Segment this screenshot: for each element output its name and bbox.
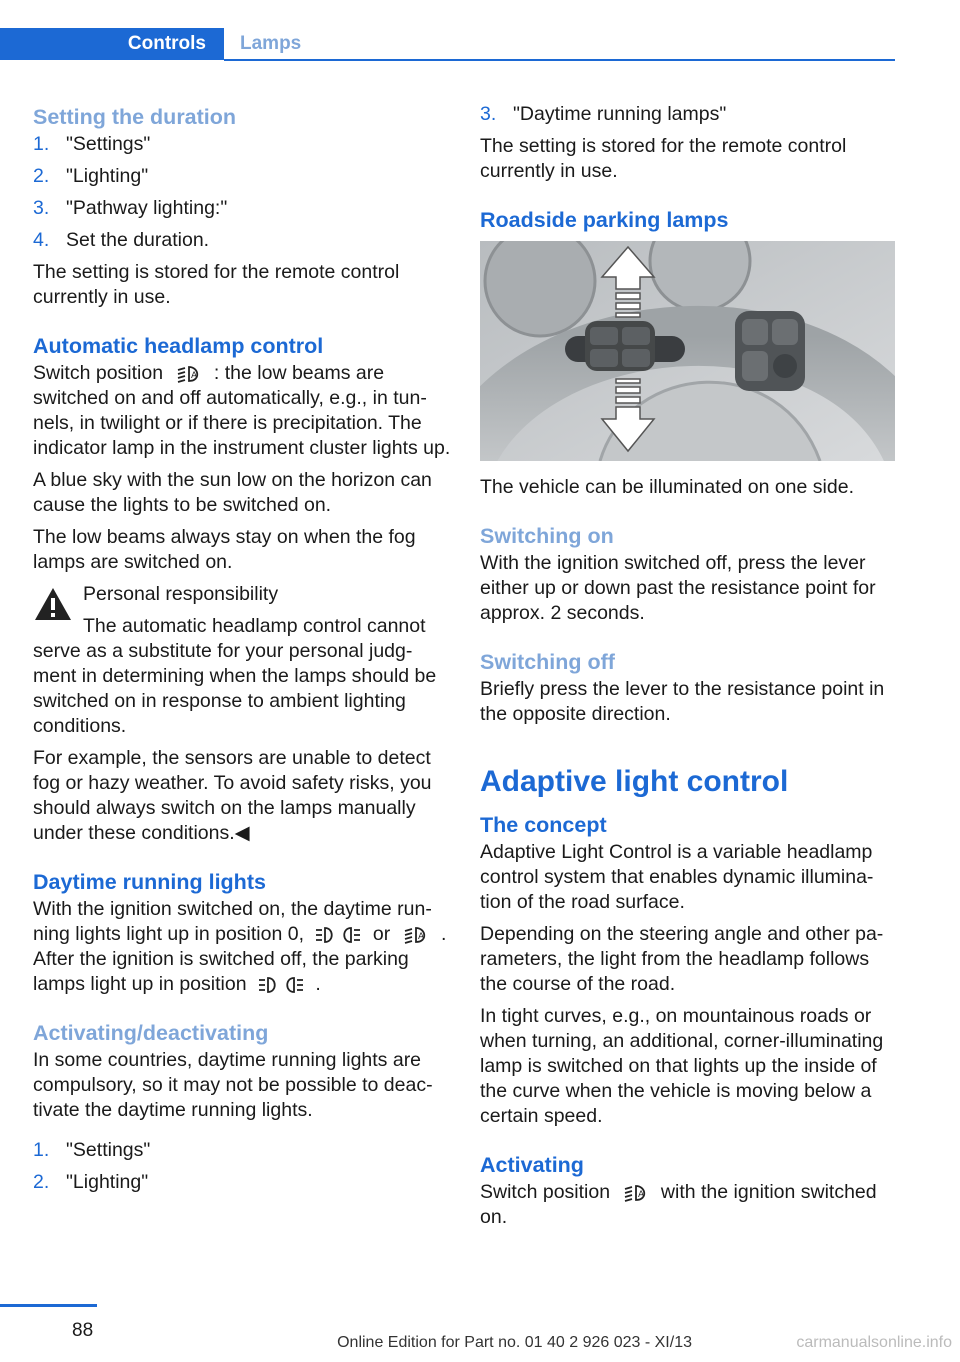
parking-lamps-icon xyxy=(315,925,361,945)
alc-p1: Adaptive Light Control is a variable headlamp control system that enables dynamic illumina‐tion of the road surface. xyxy=(480,841,874,913)
steering-wheel-figure xyxy=(480,241,895,461)
activation-steps xyxy=(33,1138,451,1195)
header-rule xyxy=(224,59,895,61)
footer-edition: Online Edition for Part no. 01 40 2 926 023 - XI/13 xyxy=(337,1334,692,1351)
warning-triangle-icon xyxy=(33,586,73,622)
right-column xyxy=(480,102,898,1237)
duration-steps xyxy=(33,132,451,253)
svg-text:A: A xyxy=(417,931,424,942)
auto-headlamp-icon xyxy=(402,925,430,945)
svg-text:A: A xyxy=(637,1189,644,1200)
warning-p2: For example, the sensors are unable to detect fog or hazy weather. To avoid safety risks, you should always switch on the lamps manually under these conditions.◀ xyxy=(33,747,432,844)
heading-concept: The concept xyxy=(480,813,607,837)
alc-p3: In tight curves, e.g., on mountainous roads or when turning, an additional, corner-illuminating lamp is switched on that lights up the inside of the curve when the vehicle is moving below a certain speed. xyxy=(480,1005,884,1127)
warning-box xyxy=(33,582,451,846)
warning-lead: The automatic headlamp control cannot xyxy=(83,615,426,637)
heading-auto-headlamp: Automatic headlamp control xyxy=(33,334,324,358)
parking-lamps-icon xyxy=(258,975,304,995)
svg-text:A: A xyxy=(190,370,197,381)
footer-bar xyxy=(0,1304,97,1307)
duration-note: The setting is stored for the remote control currently in use. xyxy=(33,261,400,308)
list-item: 1. "Settings" xyxy=(33,133,151,155)
warning-p1: serve as a substitute for your personal judg‐ment in determining when the lamps should be switched on in response to ambient lighting conditions. xyxy=(33,640,437,737)
auto-headlamp-icon xyxy=(622,1183,650,1203)
tab-controls[interactable]: Controls xyxy=(0,28,224,60)
warning-title: Personal responsibility xyxy=(83,583,279,605)
switching-on-p: With the ignition switched off, press the lever either up or down past the resistance point for approx. 2 seconds. xyxy=(480,552,876,624)
daytime-p1: With the ignition switched on, the daytime run‐ning lights light up in position 0, or A . After the ignition is switched off, the parking lamps light up in position . xyxy=(33,898,447,995)
list-item: 3. "Pathway lighting:" xyxy=(33,197,228,219)
activation-steps-continued xyxy=(480,102,898,127)
alc-activating-p: Switch position A with the ignition switched on. xyxy=(480,1181,877,1228)
heading-daytime: Daytime running lights xyxy=(33,870,266,894)
roadside-caption: The vehicle can be illuminated on one side. xyxy=(480,476,854,498)
list-item: 2. "Lighting" xyxy=(33,165,149,187)
heading-adaptive-light-control: Adaptive light control xyxy=(480,765,789,798)
heading-activating-deactivating: Activating/deactivating xyxy=(33,1021,269,1045)
activating-deactivating-p1: In some countries, daytime running lights are compulsory, so it may not be possible to deac‐tivate the daytime running lights. xyxy=(33,1049,433,1121)
heading-roadside: Roadside parking lamps xyxy=(480,208,729,232)
auto-headlamp-icon xyxy=(175,364,203,384)
list-item: 1. "Settings" xyxy=(33,1139,151,1161)
footer-watermark: carmanualsonline.info xyxy=(796,1334,952,1351)
left-column xyxy=(33,102,451,1202)
header-band xyxy=(0,28,895,60)
steering-wheel-illustration xyxy=(480,241,895,461)
list-item: 4. Set the duration. xyxy=(33,229,210,251)
auto-headlamp-p3: The low beams always stay on when the fog lamps are switched on. xyxy=(33,526,416,573)
page-number: 88 xyxy=(72,1320,94,1341)
heading-setting-duration: Setting the duration xyxy=(33,105,237,129)
right-note: The setting is stored for the remote control currently in use. xyxy=(480,135,847,182)
heading-switching-on: Switching on xyxy=(480,524,614,548)
list-item: 2. "Lighting" xyxy=(33,1171,149,1193)
tab-lamps[interactable]: Lamps xyxy=(240,33,302,54)
heading-switching-off: Switching off xyxy=(480,650,615,674)
auto-headlamp-p1: Switch position A : the low beams are switched on and off automatically, e.g., in tun‐nels, in twilight or if there is precipitation. The indicator lamp in the instrument cluster lights up. xyxy=(33,362,451,459)
auto-headlamp-p2: A blue sky with the sun low on the horizon can cause the lights to be switched on. xyxy=(33,469,432,516)
alc-p2: Depending on the steering angle and other pa‐rameters, the light from the headlamp follows the course of the road. xyxy=(480,923,884,995)
heading-activating: Activating xyxy=(480,1153,584,1177)
list-item: 3. "Daytime running lamps" xyxy=(480,103,727,125)
switching-off-p: Briefly press the lever to the resistance point in the opposite direction. xyxy=(480,678,885,725)
